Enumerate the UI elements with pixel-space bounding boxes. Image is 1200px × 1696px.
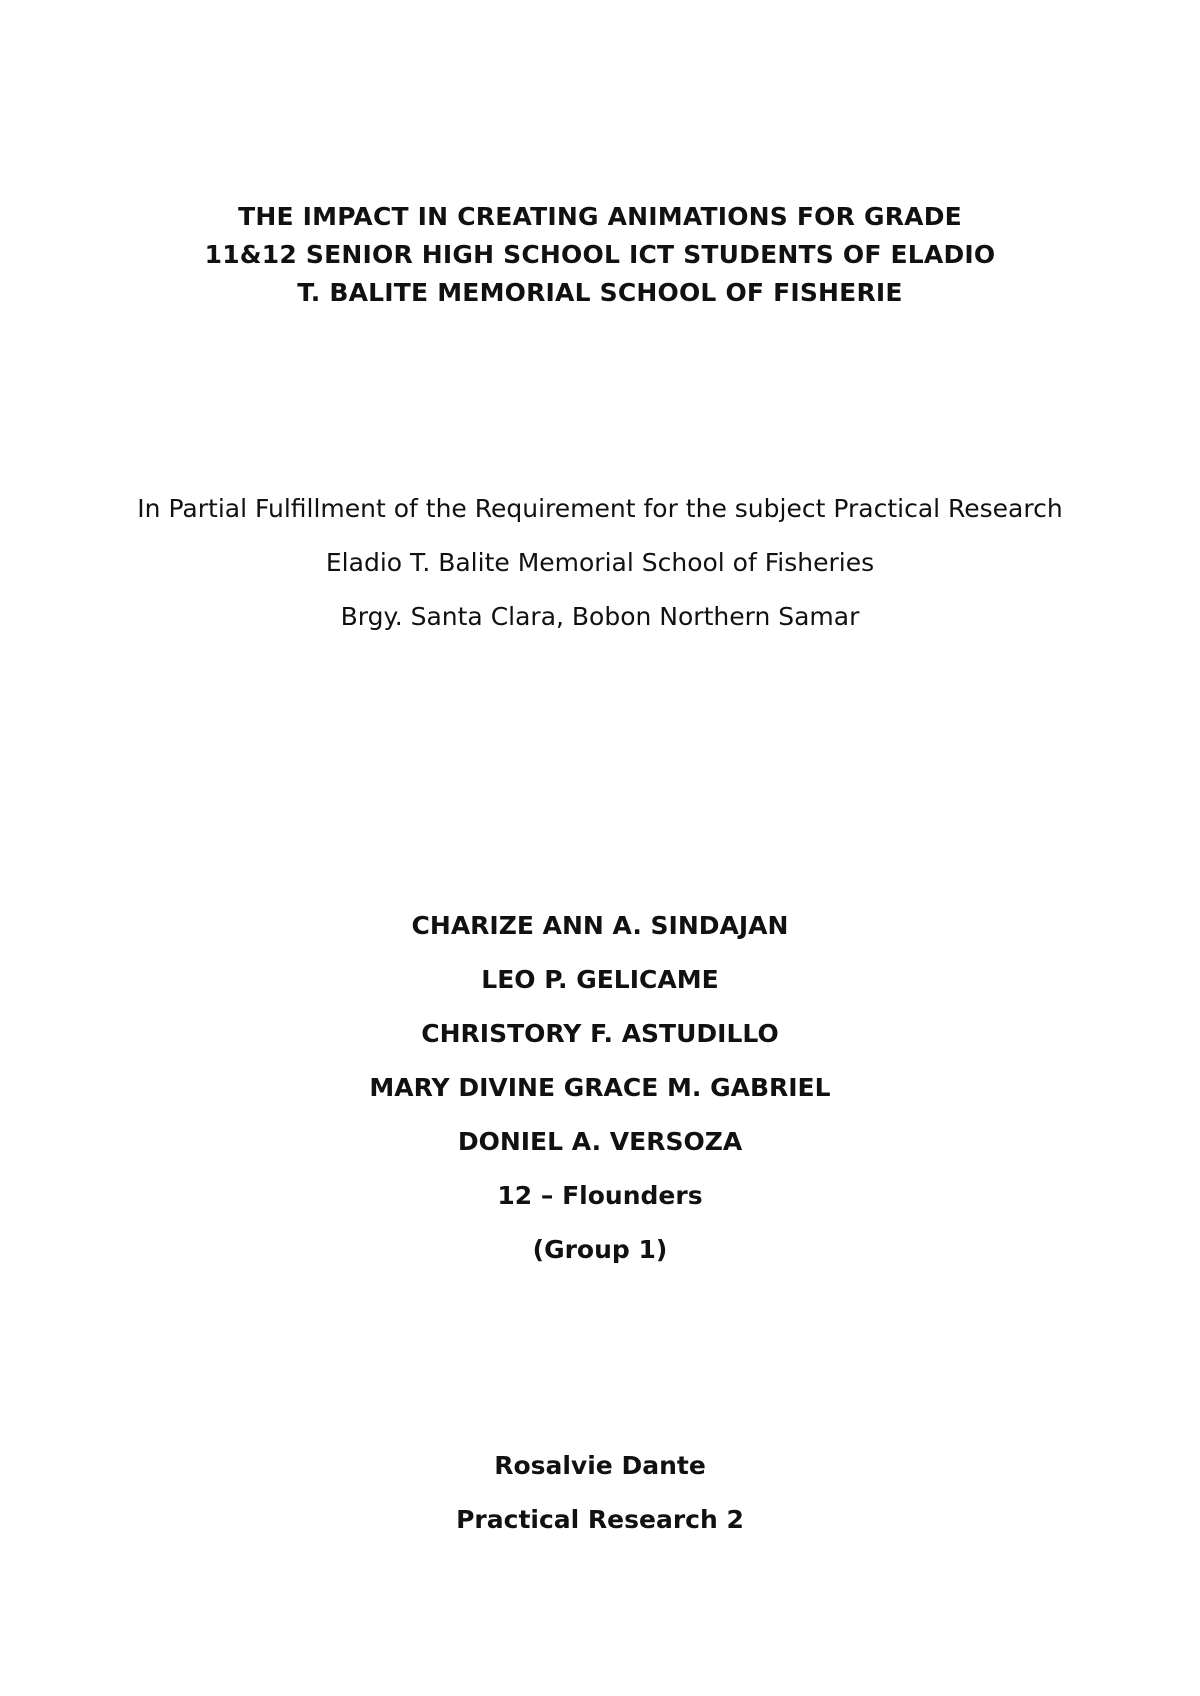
group-label: (Group 1)	[532, 1235, 668, 1264]
author-name: CHRISTORY F. ASTUDILLO	[421, 1019, 779, 1048]
school-address: Brgy. Santa Clara, Bobon Northern Samar	[340, 602, 860, 631]
author-name: LEO P. GELICAME	[481, 965, 719, 994]
author-name: MARY DIVINE GRACE M. GABRIEL	[369, 1073, 831, 1102]
research-title	[100, 198, 1100, 312]
subject-name: Practical Research 2	[456, 1505, 744, 1534]
fulfillment-section	[100, 490, 1100, 652]
author-name: DONIEL A. VERSOZA	[457, 1127, 743, 1156]
requirement-statement: In Partial Fulfillment of the Requirement for the subject Practical Research	[137, 494, 1063, 523]
title-line-1: THE IMPACT IN CREATING ANIMATIONS FOR GRADE	[238, 202, 962, 231]
author-name: CHARIZE ANN A. SINDAJAN	[411, 911, 789, 940]
title-line-2: 11&12 SENIOR HIGH SCHOOL ICT STUDENTS OF ELADIO	[204, 240, 996, 269]
school-name: Eladio T. Balite Memorial School of Fisheries	[325, 548, 875, 577]
adviser-section	[100, 1446, 1100, 1554]
title-line-3: T. BALITE MEMORIAL SCHOOL OF FISHERIE	[297, 278, 903, 307]
authors-section	[100, 906, 1100, 1284]
section-name: 12 – Flounders	[497, 1181, 703, 1210]
adviser-name: Rosalvie Dante	[494, 1451, 706, 1480]
